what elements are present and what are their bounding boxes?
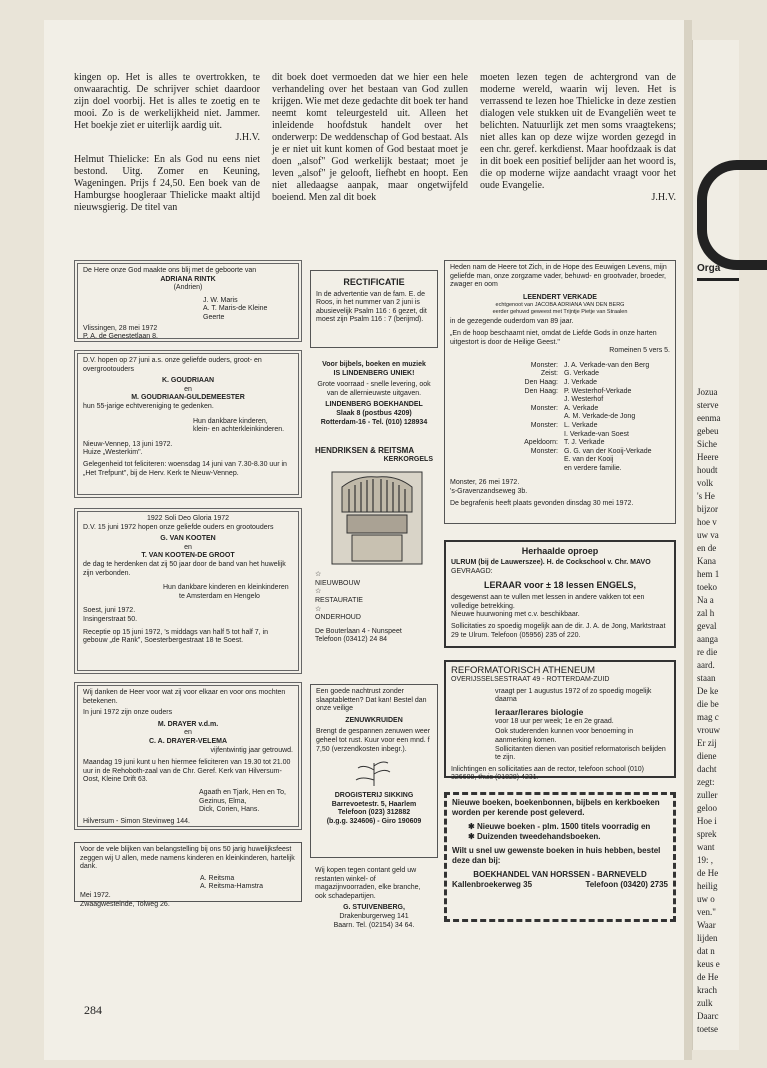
next-page-line: 's He <box>697 491 715 501</box>
ad-text: Voor de vele blijken van belangstelling bij ons 50 jarig huwelijksfeest zeggen wij U allen, mede namens kinderen en kleinkinderen, hartelijk dank. <box>80 846 295 871</box>
next-page-line: staan <box>697 673 716 683</box>
children-names: Gezinus, Elma, <box>199 797 247 805</box>
next-page-line: hoe v <box>697 517 717 527</box>
family-names: en verdere familie. <box>564 464 622 472</box>
ad-headline: Herhaalde oproep <box>521 546 599 556</box>
shop-name: BOEKHANDEL VAN HORSSEN - BARNEVELD <box>473 870 647 879</box>
next-page-line: aard. <box>697 660 715 670</box>
family-names: J. Verkade <box>564 378 598 386</box>
ad-text: Een goede nachtrust zonder slaaptabletten? Dat kan! Bestel dan onze veilige <box>316 688 427 713</box>
organ-icon <box>327 467 427 567</box>
ad-reception: Maandag 19 juni kunt u hen hiermee feliciteren van 19.30 tot 21.00 uur in de Rehoboth-zaal van de Chr. Geref. Kerk van Hilversum-Oost, Kleine Drift 63. <box>83 759 291 784</box>
bullet-text: Duizenden tweedehandsboeken. <box>476 832 601 841</box>
ad-text: de dag te herdenken dat zij 50 jaar door de band van het huwelijk zijn verbonden. <box>83 560 286 577</box>
atheneum-vacancy-ad <box>444 660 676 782</box>
next-page-line: diene <box>697 751 717 761</box>
review-signature-1: J.H.V. <box>235 132 260 143</box>
ad-address: OVERIJSSELSESTRAAT 49 - ROTTERDAM-ZUID <box>451 676 610 683</box>
review-text-4: moeten lezen tegen de achtergrond van de moderne wereld, waarin wij leven. Het is verrassend te lezen hoe Thielicke in deze zestien dialogen vele stukken uit de Evangeliën weet te belichten. Natuurlijk zet men soms vraagtekens; niet alles kan op deze wijze worden gezegd in een chr. geref. kerkdienst. Maar hoofdzaak is dat in dit boek een positief belijder aan het woord is, die op moderne wijze aandacht vraagt voor het oude Evangelie. <box>480 72 676 191</box>
next-page-line: zegt: <box>697 777 715 787</box>
family-place: Monster: <box>530 447 558 455</box>
family-place: Monster: <box>530 421 558 429</box>
family-names: A. M. Verkade-de Jong <box>564 413 636 421</box>
ad-text: echtgenoot van JACOBA ADRIANA VAN DEN BERG <box>495 302 625 309</box>
asterisk-icon: ✱ <box>468 832 475 841</box>
ad-text: Wij danken de Heer voor wat zij voor elkaar en voor ons mochten betekenen. <box>83 689 286 705</box>
ad-text: voor 18 uur per week; 1e en 2e graad. <box>495 717 614 725</box>
family-place: Monster: <box>530 404 558 412</box>
ad-text: Nieuwe huurwoning met c.v. beschikbaar. <box>451 611 580 619</box>
next-page-line: geval <box>697 621 717 631</box>
family-names: G. G. van der Kooij-Verkade <box>564 447 652 455</box>
person-name: A. Reitsma <box>200 874 235 882</box>
ad-text: In juni 1972 zijn onze ouders <box>83 709 173 717</box>
ad-text: D.V. 15 juni 1972 hopen onze geliefde ouders en grootouders <box>83 523 274 531</box>
company-name: HENDRIKSEN & REITSMA <box>315 446 415 455</box>
ad-address: Insingerstraat 50. <box>83 615 138 623</box>
ad-text: en <box>184 385 192 393</box>
review-text-3: dit boek doet vermoeden dat we hier een hele verhandeling over het bestaan van God zullen krijgen. Wie met deze gedachte dit boek ter hand neemt komt teleurgesteld uit. Alleen het inleidende hoofdstuk handelt over het onderwerp: De weddenschap of God bestaat. Als je er niet uit kunt komen of God bestaat moet je doen „alsof" God werkelijk bestaat; moet je leven „alsof" je gelooft, liefhebt en hoopt. Een niet alledaagse aanpak, maar ongetwijfeld boeiend. Men zal dit boek <box>272 72 468 203</box>
review-column-1 <box>74 72 260 214</box>
ad-text: vijfentwintig jaar getrouwd. <box>210 746 293 754</box>
ad-text: te Amsterdam en Hengelo <box>179 592 260 600</box>
next-page-line: Heere <box>697 452 719 462</box>
next-page-line: Daarc <box>697 1011 719 1021</box>
ad-text: desgewenst aan te vullen met lessen in andere vakken tot een volledige betrekking. <box>451 594 645 610</box>
next-page-line: heilig <box>697 881 718 891</box>
ad-address: Barrevoetestr. 5, Haarlem <box>331 800 417 808</box>
magazine-page <box>44 20 684 1060</box>
header-rule <box>697 278 739 281</box>
rectificatie-notice <box>310 270 438 348</box>
next-page-line: lijden <box>697 933 718 943</box>
next-page-line: uw o <box>697 894 715 904</box>
next-page-line: dacht <box>697 764 717 774</box>
ad-address: De Bouterlaan 4 - Nunspeet <box>315 627 402 635</box>
family-row <box>450 448 670 457</box>
family-row <box>450 465 670 474</box>
family-row <box>450 422 670 431</box>
vacancy-title: LERAAR voor ± 18 lessen ENGELS, <box>484 580 636 591</box>
family-place <box>450 396 564 405</box>
next-page-line: zal h <box>697 608 715 618</box>
review-column-3 <box>480 72 676 204</box>
next-page-line: sterve <box>697 400 719 410</box>
review-signature-2: J.H.V. <box>651 192 676 203</box>
family-names: L. Verkade <box>564 421 598 429</box>
school-name: ULRUM (bij de Lauwerszee). H. de Cockschool v. Chr. MAVO <box>451 559 651 566</box>
next-page-line: de He <box>697 972 719 982</box>
ad-place-date: Nieuw-Vennep, 13 juni 1972. <box>83 440 173 448</box>
services-list <box>315 571 433 623</box>
next-page-text <box>697 386 720 1036</box>
ad-text: in de gezegende ouderdom van 89 jaar. <box>450 318 574 326</box>
ad-phone: Telefoon (03420) 2735 <box>585 880 668 889</box>
ad-address: Huize „Westerkim". <box>83 449 143 457</box>
family-row <box>450 431 670 440</box>
next-page-edge <box>692 40 739 1050</box>
anniversary-goudriaan <box>74 350 302 498</box>
logo-letter <box>697 160 767 270</box>
next-page-line: houdt <box>697 465 718 475</box>
next-page-line: volk <box>697 478 714 488</box>
page-number: 284 <box>84 1003 102 1017</box>
ad-text: Voor bijbels, boeken en muziek <box>322 361 426 368</box>
lindenberg-ad <box>310 358 438 438</box>
ad-phone: Telefoon (023) 312882 <box>337 809 411 817</box>
ad-phone: Rotterdam-16 - Tel. (010) 128934 <box>320 418 428 426</box>
birth-announcement <box>74 260 302 342</box>
family-row <box>450 456 670 465</box>
ad-text: GEVRAAGD: <box>451 567 493 575</box>
ad-address: Slaak 8 (postbus 4209) <box>336 409 412 417</box>
next-page-line: de He <box>697 868 719 878</box>
family-place <box>450 431 564 440</box>
ad-text: D.V. hopen op 27 juni a.s. onze geliefde ouders, groot- en overgrootouders <box>83 357 262 373</box>
next-page-line: ven." <box>697 907 716 917</box>
ad-place-date: Vlissingen, 28 mei 1972 <box>83 324 158 332</box>
next-page-line: zuller <box>697 790 718 800</box>
person-name: M. GOUDRIAAN-GULDEMEESTER <box>131 394 245 402</box>
ad-place-date: Mei 1972. <box>80 891 111 899</box>
funeral-info: De begrafenis heeft plaats gevonden dinsdag 30 mei 1972. <box>450 499 634 507</box>
herb-icon <box>344 758 404 788</box>
parent-name: A. T. Maris-de Kleine <box>203 305 268 313</box>
next-page-line: Er zij <box>697 738 717 748</box>
ad-contact: Sollicitaties zo spoedig mogelijk aan de dir. J. A. de Jong, Marktstraat 29 te Ulrum. Telefoon (05956) 235 of 220. <box>451 622 666 639</box>
star-icon: ☆ <box>315 605 322 613</box>
stuivenberg-ad <box>310 864 438 929</box>
family-row <box>450 405 670 414</box>
sikking-drugstore-ad <box>310 684 438 858</box>
child-name: ADRIANA RINTK <box>160 275 216 283</box>
family-row <box>450 379 670 388</box>
service-item: NIEUWBOUW <box>315 579 361 587</box>
family-names: I. Verkade-van Soest <box>564 430 629 438</box>
next-page-line: dat n <box>697 946 715 956</box>
next-page-line: die be <box>697 699 719 709</box>
ad-text: vraagt per 1 augustus 1972 of zo spoedig mogelijk daarna <box>495 687 652 704</box>
person-name: G. VAN KOOTEN <box>160 535 216 543</box>
ad-text: De Here onze God maakte ons blij met de geboorte van <box>83 267 257 274</box>
death-notice-verkade <box>444 260 676 524</box>
anniversary-van-kooten <box>74 508 302 674</box>
next-page-line: Hoe i <box>697 816 717 826</box>
family-place: Den Haag: <box>524 387 558 395</box>
next-page-line: toetse <box>697 1024 718 1034</box>
next-page-line: eenma <box>697 413 721 423</box>
shop-name: LINDENBERG BOEKHANDEL <box>325 401 423 409</box>
ad-phone: Baarn. Tel. (02154) 34 64. <box>333 921 415 929</box>
review-text-1: kingen op. Het is alles te overtrokken, te onwaarachtig. De schrijver schiet daardoor zijn doel voorbij. Het is alles te zoetig en te mooi. Zo is de werkelijkheid niet. Jammer. Het boekje ziet er uiterlijk aardig uit. <box>74 72 260 131</box>
ad-text: Wij kopen tegen contant geld uw restanten winkel- of magazijnvoorraden, elke branche, ook schadepartijen. <box>315 867 421 900</box>
family-names: P. Westerhof-Verkade <box>564 387 632 395</box>
company-name: G. STUIVENBERG, <box>343 904 405 912</box>
family-row <box>450 370 670 379</box>
next-page-line: gebeu <box>697 426 719 436</box>
ad-phone: Telefoon (03412) 24 84 <box>315 636 387 644</box>
van-horssen-bookshop-ad <box>444 792 676 922</box>
ad-text: Sollicitanten dienen van positief reformatorisch belijden te zijn. <box>495 745 666 762</box>
review-column-2 <box>272 72 468 204</box>
next-page-line: want <box>697 842 715 852</box>
ad-address: P. A. de Genestetlaan 8. <box>83 333 158 341</box>
family-names: E. van der Kooij <box>564 456 614 464</box>
family-place: Apeldoorn: <box>524 439 558 447</box>
bullet-item <box>452 832 668 842</box>
family-names: G. Verkade <box>564 370 600 378</box>
ad-place-date: Soest, juni 1972. <box>83 607 136 615</box>
next-page-line: bijzor <box>697 504 718 514</box>
ad-contact: Inlichtingen en sollicitaties aan de rector, telefoon school (010) 326608, thuis (01828) 4231. <box>451 765 645 782</box>
next-page-line: keus e <box>697 959 720 969</box>
next-page-line: 19: , <box>697 855 714 865</box>
ad-text: Hun dankbare kinderen, <box>193 417 268 425</box>
family-row <box>450 413 670 422</box>
family-row <box>450 388 670 397</box>
vacancy-title: leraar/lerares biologie <box>495 706 584 717</box>
ad-text: Grote voorraad - snelle levering, ook van de allernieuwste uitgaven. <box>317 381 431 397</box>
next-page-line: Kana <box>697 556 716 566</box>
family-place <box>450 456 564 465</box>
family-row <box>450 362 670 371</box>
ad-headline: IS LINDENBERG UNIEK! <box>333 369 415 377</box>
organ-illustration-box <box>315 467 433 571</box>
person-name: A. Reitsma-Hamstra <box>200 883 264 891</box>
family-place <box>450 465 564 474</box>
next-page-line: en de <box>697 543 717 553</box>
ad-text: Hun dankbare kinderen en kleinkinderen <box>163 584 289 592</box>
family-names: J. Westerhof <box>564 396 604 404</box>
ad-text: klein- en achterkleinkinderen. <box>193 426 285 434</box>
children-names: Dick, Corien, Hans. <box>199 806 260 814</box>
ad-place-date: Monster, 26 mei 1972. <box>450 479 520 487</box>
ad-reception: Receptie op 15 juni 1972, 's middags van half 5 tot half 7, in gebouw „de Rank", Soesterbergestraat 18 te Soest. <box>83 628 269 645</box>
next-page-line: Jozua <box>697 387 718 397</box>
family-row <box>450 396 670 405</box>
bullet-text: Nieuwe boeken - plm. 1500 titels voorradig en <box>476 822 651 831</box>
ad-text: Brengt de gespannen zenuwen weer geheel tot rust. Kuur voor een mnd. f 7,50 (verzendkosten inbegr.). <box>316 728 431 753</box>
next-page-line: mag c <box>697 712 719 722</box>
anniversary-drayer <box>74 682 302 830</box>
ad-text: eerder gehuwd geweest met Trijntje Pietje van Straalen <box>492 308 628 315</box>
review-text-2: Helmut Thielicke: En als God nu eens niet bestond. Uitg. Zomer en Keuning, Wageningen. Prijs f 24,50. Een boek van de Hamburgse hoogleraar Thielicke maakt altijd nieuwsgierig. De titel van <box>74 154 260 213</box>
family-list <box>450 362 670 474</box>
ad-text: Wilt u snel uw gewenste boeken in huis hebben, bestel deze dan bij: <box>452 846 661 865</box>
ad-text: 1922 Soli Deo Gloria 1972 <box>146 515 230 522</box>
ad-text: Ook studerenden kunnen voor benoeming in aanmerking komen. <box>495 728 634 744</box>
notice-title: RECTIFICATIE <box>343 277 405 287</box>
ad-text: Heden nam de Heere tot Zich, in de Hope des Eeuwigen Levens, mijn geliefde man, onze zorgzame vader, behuwd- en grootvader, broeder, zwager en oom <box>450 264 667 289</box>
sibling-name: Geerte <box>203 313 225 321</box>
next-page-line: Na a <box>697 595 714 605</box>
family-names: J. A. Verkade-van den Berg <box>564 361 650 369</box>
person-name: T. VAN KOOTEN-DE GROOT <box>141 552 235 560</box>
ad-address: 's-Gravenzandseweg 3b. <box>450 488 528 496</box>
next-page-line: aanga <box>697 634 718 644</box>
next-page-line: De ke <box>697 686 719 696</box>
next-page-line: zulk <box>697 998 713 1008</box>
deceased-name: LEENDERT VERKADE <box>523 293 597 301</box>
service-item: ONDERHOUD <box>315 614 361 622</box>
ad-address: Hilversum - Simon Stevinweg 144. <box>83 817 190 825</box>
next-page-line: geloo <box>697 803 717 813</box>
child-nickname: (Andrien) <box>173 284 203 292</box>
next-page-line: re die <box>697 647 718 657</box>
family-row <box>450 439 670 448</box>
ulrum-vacancy-ad <box>444 540 676 648</box>
bullet-item <box>452 822 668 832</box>
family-place: Monster: <box>530 361 558 369</box>
ad-text: Nieuwe boeken, boekenbonnen, bijbels en kerkboeken worden per kerende post geleverd. <box>452 798 660 817</box>
person-name: C. A. DRAYER-VELEMA <box>148 737 228 745</box>
next-page-line: Siche <box>697 439 717 449</box>
ad-text: en <box>184 543 192 551</box>
page-gutter <box>684 20 692 1060</box>
hendriksen-reitsma-ad <box>310 444 438 644</box>
ad-address: Zwaagwesteinde, Tolweg 26. <box>80 900 170 908</box>
next-page-line: uw va <box>697 530 719 540</box>
next-page-line: Waar <box>697 920 716 930</box>
ad-address: Drakenburgerweg 141 <box>339 912 409 920</box>
shop-contact <box>452 880 668 890</box>
notice-text: In de advertentie van de fam. E. de Roos, in het nummer van 2 juni is abusievelijk Psalm 116 : 6 gezet, dit moest zijn Psalm 116 : 7 (berijmd). <box>316 290 427 324</box>
person-name: M. DRAYER v.d.m. <box>157 720 219 728</box>
ad-giro: (b.g.g. 324606) - Giro 190609 <box>326 817 422 825</box>
bible-quote: „En de hoop beschaamt niet, omdat de Liefde Gods in onze harten uitgestort is door de Heilige Geest." <box>450 329 657 346</box>
family-names: T. J. Verkade <box>564 439 605 447</box>
family-place: Zeist: <box>540 370 558 378</box>
next-page-line: hem 1 <box>697 569 720 579</box>
parent-name: J. W. Maris <box>203 296 238 304</box>
ad-reception: Gelegenheid tot feliciteren: woensdag 14 juni van 7.30-8.30 uur in „Het Trefpunt", bij de Herv. Kerk te Nieuw-Vennep. <box>83 460 287 477</box>
service-item: RESTAURATIE <box>315 596 363 604</box>
product-name: ZENUWKRUIDEN <box>345 716 403 724</box>
thank-you-reitsma <box>74 842 302 908</box>
next-page-header: Orga <box>697 263 721 274</box>
company-subtitle: KERKORGELS <box>383 455 433 463</box>
ad-text: en <box>184 729 192 737</box>
children-names: Agaath en Tjark, Hen en To, <box>199 788 286 796</box>
next-page-line: vrouw <box>697 725 720 735</box>
family-place <box>450 413 564 422</box>
next-page-line: krach <box>697 985 717 995</box>
school-name: REFORMATORISCH ATHENEUM <box>451 665 596 676</box>
bible-reference: Romeinen 5 vers 5. <box>609 347 670 355</box>
next-page-line: sprek <box>697 829 717 839</box>
ad-address: Kallenbroekerweg 35 <box>452 880 533 889</box>
shop-name: DROGISTERIJ SIKKING <box>334 792 414 800</box>
next-page-line: toeko <box>697 582 717 592</box>
family-place: Den Haag: <box>524 378 558 386</box>
star-icon: ☆ <box>315 588 322 596</box>
person-name: K. GOUDRIAAN <box>161 377 215 385</box>
star-icon: ☆ <box>315 571 322 579</box>
family-names: A. Verkade <box>564 404 599 412</box>
asterisk-icon: ✱ <box>468 822 475 831</box>
ad-text: hun 55-jarige echtvereniging te gedenken. <box>83 402 214 410</box>
